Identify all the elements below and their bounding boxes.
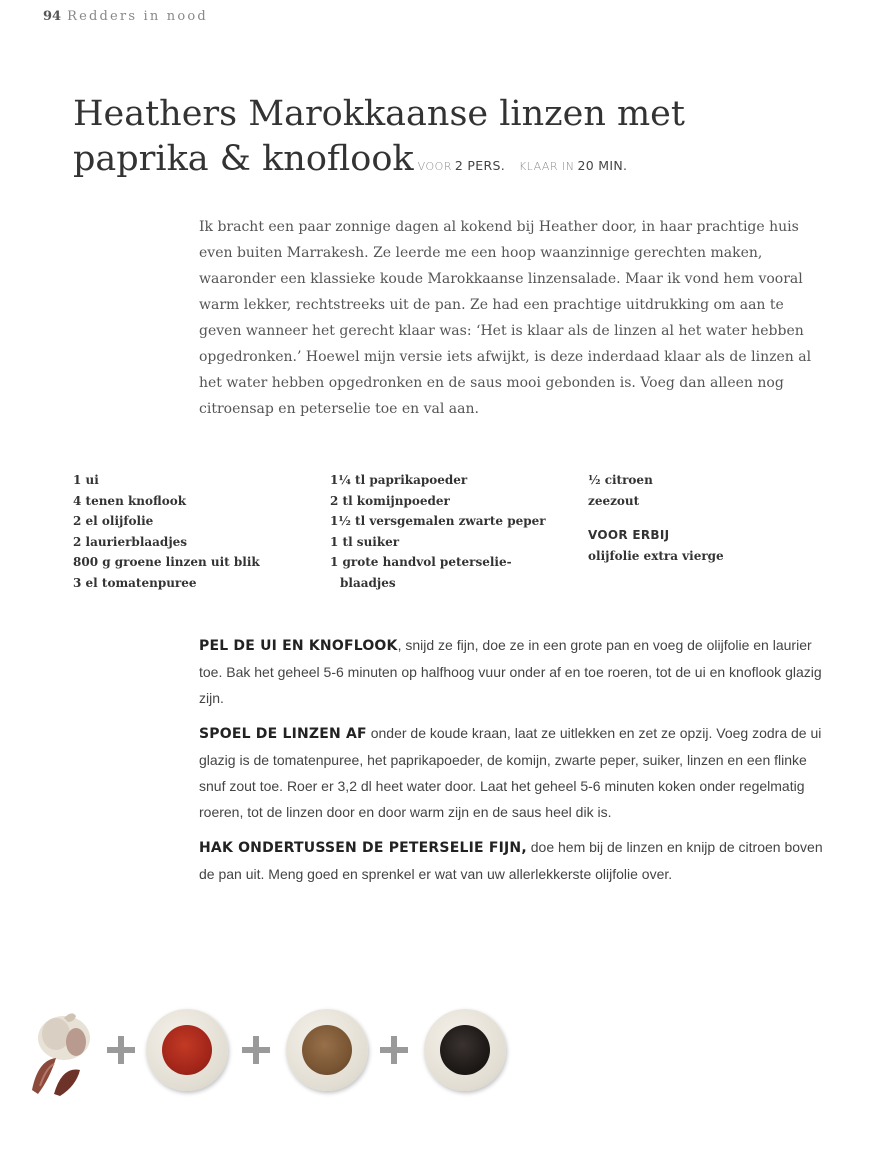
- step-lead: HAK ONDERTUSSEN DE PETERSELIE FIJN,: [199, 840, 527, 856]
- servings-label: VOOR: [417, 160, 452, 173]
- step-lead: SPOEL DE LINZEN AF: [199, 726, 367, 742]
- ingredient-item: 1¼ tl paprikapoeder: [330, 473, 468, 487]
- ingredients-column-3: [588, 470, 788, 566]
- recipe-title-line-2-wrap: [73, 137, 793, 189]
- ingredient-item: 2 laurierblaadjes: [73, 534, 188, 549]
- ingredient-item: blaadjes: [340, 575, 396, 590]
- method-step: [199, 834, 827, 887]
- servings-value: 2 PERS.: [454, 158, 505, 173]
- time-label: KLAAR IN: [518, 160, 575, 173]
- garlic-icon: [26, 1008, 98, 1096]
- recipe-title-line-1: Heathers Marokkaanse linzen met: [73, 94, 685, 134]
- step-text: onder de koude kraan, laat ze uitlekken en zet ze opzij. Voeg zodra de ui glazig is de tomatenpuree, het paprikapoeder, de komijn, zwarte peper, suiker, linzen en een flinke snuf zout toe. Roer er 3,2 dl heet water door. Laat het geheel 5-6 minuten koken onder regelmatig roeren, tot de linzen door en door warm zijn en de saus heel dik is.: [199, 725, 822, 820]
- ingredients-column-1: [73, 470, 303, 594]
- ingredient-item: 3 el tomatenpuree: [73, 575, 197, 590]
- page-number: 94: [43, 9, 62, 24]
- ingredient-item: 1 grote handvol peterselie-: [330, 555, 512, 570]
- method-step: [199, 632, 827, 711]
- plus-icon: [107, 1036, 135, 1064]
- ingredient-item: 800 g groene linzen uit blik: [73, 555, 260, 570]
- paprika-powder-icon: [146, 1009, 228, 1091]
- section-title: Redders in nood: [67, 9, 208, 24]
- recipe-meta: [418, 160, 628, 173]
- ingredient-item: 1½ tl versgemalen zwarte peper: [330, 514, 546, 529]
- ingredient-item: 1 ui: [73, 473, 99, 487]
- black-pepper-icon: [424, 1009, 506, 1091]
- ingredient-item: 2 tl komijnpoeder: [330, 493, 450, 508]
- recipe-title: [73, 92, 793, 189]
- step-text: doe hem bij de linzen en knijp de citroen boven de pan uit. Meng goed en sprenkel er wat van uw allerlekkerste olijfolie over.: [199, 839, 823, 882]
- method-step: [199, 720, 827, 825]
- plus-icon: [242, 1036, 270, 1064]
- ingredient-item: zeezout: [588, 493, 640, 508]
- cumin-powder-icon: [286, 1009, 368, 1091]
- serve-with-item: olijfolie extra vierge: [588, 548, 724, 563]
- ingredient-item: ½ citroen: [588, 473, 653, 487]
- ingredient-item: 4 tenen knoflook: [73, 493, 187, 508]
- running-head: [43, 9, 208, 24]
- step-lead: PEL DE UI EN KNOFLOOK: [199, 638, 398, 654]
- ingredient-item: 2 el olijfolie: [73, 514, 154, 529]
- recipe-title-line-2: paprika & knoflook: [73, 139, 414, 179]
- step-text: , snijd ze fijn, doe ze in een grote pan en voeg de olijfolie en laurier toe. Bak het geheel 5-6 minuten op halfhoog vuur onder af en toe roeren, tot de ui en knoflook glazig zijn.: [199, 637, 822, 706]
- ingredient-item: 1 tl suiker: [330, 534, 400, 549]
- plus-icon: [380, 1036, 408, 1064]
- time-value: 20 MIN.: [577, 158, 628, 173]
- ingredients-column-2: [330, 470, 570, 594]
- ingredient-photo-strip: [0, 1000, 878, 1110]
- method-steps: [199, 632, 827, 896]
- intro-paragraph: Ik bracht een paar zonnige dagen al kokend bij Heather door, in haar prachtige huis even buiten Marrakesh. Ze leerde me een hoop waanzinnige gerechten maken, waaronder een klassieke koude Marokkaanse linzensalade. Maar ik vond hem vooral warm lekker, rechtstreeks uit de pan. Ze had een prachtige uitdrukking om aan te geven wanneer het gerecht klaar was: ‘Het is klaar als de linzen al het water hebben opgedronken.’ Hoewel mijn versie iets afwijkt, is deze inderdaad klaar als de linzen al het water hebben opgedronken en de saus mooi gebonden is. Voeg dan alleen nog citroensap en peterselie toe en val aan.: [199, 219, 812, 417]
- serve-with-heading: VOOR ERBIJ: [588, 528, 670, 543]
